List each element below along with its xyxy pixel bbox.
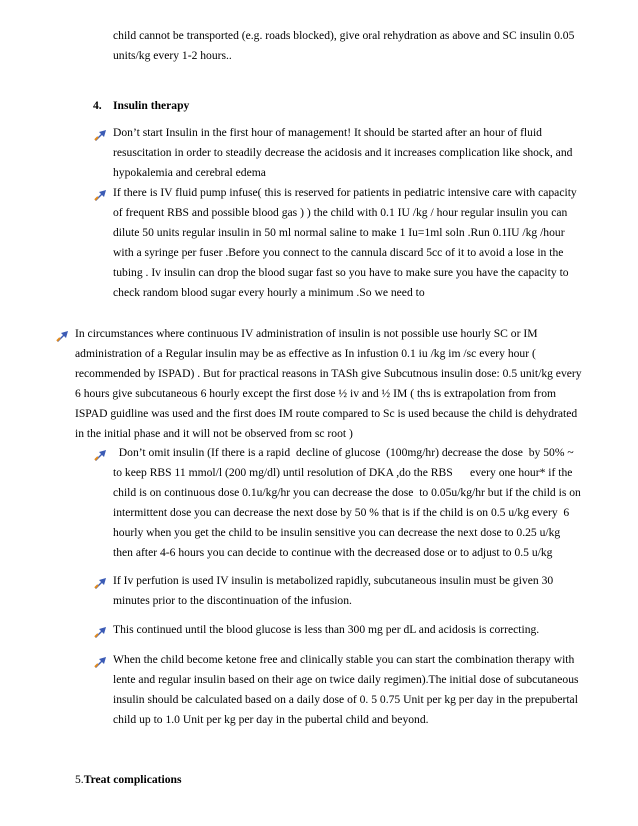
main-bullet-paragraph: In circumstances where continuous IV administration of insulin is not possible use hourly SC or IM administration of a Regular insulin may be as effective as In infustion 0.1 iu /kg im /sc every hour ( recommended by ISPAD) . But for practical reasons in TASh give Subcutnous insulin dose: 0.5 unit/kg every 6 hours give subcutaneous 6 hourly except the first dose ½ iv and ½ IM ( ths is extrapolation from from ISPAD guidline was used and the first does IM route compared to Sc is used because the child is dehydrated in the initial phase and it will not be observed from sc root ) <box>75 327 582 440</box>
sub-bullet-4: When the child become ketone free and clinically stable you can start the combination therapy with lente and regular insulin based on their age on twice daily regimen).The initial dose of subcutaneous insulin should be calculated based on a daily dose of 0. 5 0.75 Unit per kg per day in the prepubertal child up to 1.0 Unit per kg per day in the pubertal child and beyond. <box>113 653 579 726</box>
intro-paragraph: child cannot be transported (e.g. roads blocked), give oral rehydration as above and SC insulin 0.05 units/kg every 1-2 hours.. <box>113 29 575 62</box>
section-5-title: Treat complications <box>83 773 182 786</box>
arrow-bullet-icon <box>94 449 107 461</box>
section-4-number: 4. <box>93 99 102 112</box>
section-5-heading <box>75 770 182 790</box>
arrow-bullet-icon <box>56 330 69 342</box>
sub-bullet-3: This continued until the blood glucose is less than 300 mg per dL and acidosis is correcting. <box>113 623 540 636</box>
arrow-bullet-icon <box>94 577 107 589</box>
sub-bullet-2: If Iv perfution is used IV insulin is metabolized rapidly, subcutaneous insulin must be given 30 minutes prior to the discontinuation of the infusion. <box>113 574 554 607</box>
arrow-bullet-icon <box>94 656 107 668</box>
section-4-title: Insulin therapy <box>113 99 190 112</box>
section-5-number: 5. <box>75 773 84 786</box>
section-4-bullet-2: If there is IV fluid pump infuse( this is reserved for patients in pediatric intensive care with capacity of frequent RBS and possible blood gas ) ) the child with 0.1 IU /kg / hour regular insulin you can dilute 50 units regular insulin in 50 ml normal saline to make 1 Iu=1ml soln .Run 0.1IU /kg /hour with a syringe per fuser .Before you connect to the cannula discard 5cc of it to avoid a lose in the tubing . Iv insulin can drop the blood sugar fast so you have to make sure you have the capacity to check random blood sugar every hourly a minimum .So we need to <box>113 186 577 299</box>
arrow-bullet-icon <box>94 189 107 201</box>
arrow-bullet-icon <box>94 129 107 141</box>
sub-bullet-1: Don’t omit insulin (If there is a rapid decline of glucose (100mg/hr) decrease the dose by 50% ~ to keep RBS 11 mmol/l (200 mg/dl) until resolution of DKA ,do the RBS every one hour* if the child is on continuous dose 0.1u/kg/hr you can decrease the dose to 0.05u/kg/hr but if the child is on intermittent dose you can decrease the next dose by 50 % that is if the child is on 0.5 u/kg every 6 hourly when you get the child to be insulin sensitive you can decrease the next dose to 0.25 u/kg then after 4-6 hours you can decide to continue with the decreased dose or to adjust to 0.5 u/kg <box>113 446 584 559</box>
section-4-bullet-1: Don’t start Insulin in the first hour of management! It should be started after an hour of fluid resuscitation in order to steadily decrease the acidosis and it increases complication like shock, and hypokalemia and cerebral edema <box>113 126 573 179</box>
arrow-bullet-icon <box>94 626 107 638</box>
